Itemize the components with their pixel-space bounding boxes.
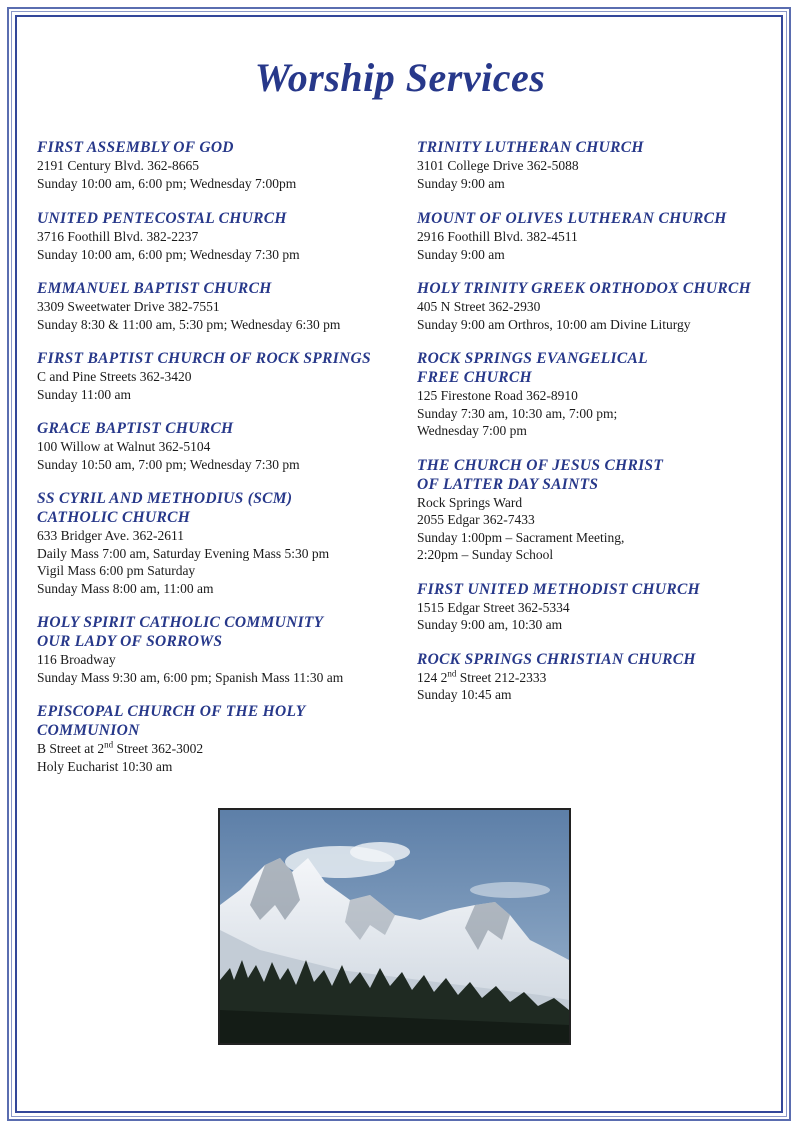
church-address: 2916 Foothill Blvd. 382-4511 bbox=[417, 229, 578, 244]
church-entry bbox=[37, 138, 407, 192]
mountain-photo bbox=[218, 808, 571, 1045]
church-schedule: Sunday 9:00 am bbox=[417, 175, 505, 191]
church-entry bbox=[417, 349, 777, 440]
church-address: 2191 Century Blvd. 362-8665 bbox=[37, 158, 199, 173]
church-ward: Rock Springs Ward bbox=[417, 494, 523, 510]
church-schedule: Holy Eucharist 10:30 am bbox=[37, 758, 173, 774]
church-address: 100 Willow at Walnut 362-5104 bbox=[37, 439, 211, 454]
church-address: 2055 Edgar 362-7433 bbox=[417, 512, 535, 527]
church-schedule: Daily Mass 7:00 am, Saturday Evening Mass 5:30 pm bbox=[37, 545, 330, 561]
church-entry bbox=[417, 209, 777, 263]
church-schedule: Sunday Mass 9:30 am, 6:00 pm; Spanish Mass 11:30 am bbox=[37, 669, 344, 685]
church-name-line: THE CHURCH OF JESUS CHRIST bbox=[417, 456, 664, 474]
church-schedule: 2:20pm – Sunday School bbox=[417, 547, 554, 562]
church-name: UNITED PENTECOSTAL CHURCH bbox=[37, 210, 287, 227]
church-name: FIRST ASSEMBLY OF GOD bbox=[37, 139, 234, 156]
church-schedule: Sunday 9:00 am Orthros, 10:00 am Divine Liturgy bbox=[417, 316, 691, 332]
church-entry bbox=[37, 419, 407, 473]
church-entry bbox=[37, 209, 407, 263]
church-name-line: ROCK SPRINGS EVANGELICAL bbox=[417, 350, 648, 367]
church-name: MOUNT OF OLIVES LUTHERAN CHURCH bbox=[417, 210, 727, 227]
church-name: FIRST BAPTIST CHURCH OF ROCK SPRINGS bbox=[37, 350, 371, 367]
church-schedule: Sunday 10:00 am, 6:00 pm; Wednesday 7:30 pm bbox=[37, 246, 300, 262]
church-entry bbox=[37, 279, 407, 333]
church-schedule: Sunday 9:00 am, 10:30 am bbox=[417, 617, 563, 632]
church-schedule: Sunday Mass 8:00 am, 11:00 am bbox=[37, 580, 214, 596]
church-entry bbox=[37, 613, 407, 686]
church-address: 633 Bridger Ave. 362-2611 bbox=[37, 528, 184, 543]
church-entry bbox=[417, 580, 777, 634]
church-name-line: SS CYRIL AND METHODIUS (SCM) bbox=[37, 490, 293, 507]
church-name: EMMANUEL BAPTIST CHURCH bbox=[37, 280, 272, 297]
church-name-line: FREE CHURCH bbox=[417, 369, 532, 386]
right-column bbox=[417, 138, 777, 704]
church-schedule: Sunday 10:45 am bbox=[417, 687, 512, 702]
church-schedule: Sunday 1:00pm – Sacrament Meeting, bbox=[417, 529, 625, 545]
church-name-line: HOLY SPIRIT CATHOLIC COMMUNITY bbox=[37, 614, 324, 631]
church-entry bbox=[417, 279, 777, 333]
church-name-line: COMMUNION bbox=[37, 722, 140, 739]
church-address: 124 2nd Street 212-2333 bbox=[417, 668, 547, 685]
church-name: ROCK SPRINGS CHRISTIAN CHURCH bbox=[417, 650, 696, 668]
church-schedule: Sunday 10:00 am, 6:00 pm; Wednesday 7:00pm bbox=[37, 175, 297, 191]
church-schedule: Wednesday 7:00 pm bbox=[417, 423, 527, 438]
church-address: B Street at 2nd Street 362-3002 bbox=[37, 739, 204, 756]
church-name: HOLY TRINITY GREEK ORTHODOX CHURCH bbox=[417, 280, 752, 297]
mountain-landscape-icon bbox=[220, 810, 569, 1043]
church-address: 3309 Sweetwater Drive 382-7551 bbox=[37, 299, 220, 314]
church-name: TRINITY LUTHERAN CHURCH bbox=[417, 139, 644, 156]
church-entry bbox=[417, 650, 777, 704]
church-entry bbox=[417, 456, 777, 564]
church-name-line: CATHOLIC CHURCH bbox=[37, 509, 191, 526]
church-schedule: Vigil Mass 6:00 pm Saturday bbox=[37, 563, 196, 578]
church-name-line: EPISCOPAL CHURCH OF THE HOLY bbox=[37, 703, 306, 720]
church-address: 3716 Foothill Blvd. 382-2237 bbox=[37, 229, 199, 244]
page-title: Worship Services bbox=[254, 55, 546, 100]
church-address: 116 Broadway bbox=[37, 652, 116, 667]
church-address: C and Pine Streets 362-3420 bbox=[37, 369, 192, 384]
church-address: 405 N Street 362-2930 bbox=[417, 299, 541, 314]
church-entry bbox=[37, 489, 407, 597]
church-name-line: OF LATTER DAY SAINTS bbox=[417, 475, 599, 493]
church-entry bbox=[417, 138, 777, 192]
church-address: 3101 College Drive 362-5088 bbox=[417, 158, 579, 173]
church-schedule: Sunday 8:30 & 11:00 am, 5:30 pm; Wednesday 6:30 pm bbox=[37, 316, 341, 332]
church-schedule: Sunday 7:30 am, 10:30 am, 7:00 pm; bbox=[417, 405, 618, 421]
church-schedule: Sunday 10:50 am, 7:00 pm; Wednesday 7:30 pm bbox=[37, 456, 300, 472]
church-entry bbox=[37, 349, 407, 403]
church-name: FIRST UNITED METHODIST CHURCH bbox=[417, 580, 701, 598]
church-address: 1515 Edgar Street 362-5334 bbox=[417, 599, 570, 615]
church-schedule: Sunday 9:00 am bbox=[417, 246, 505, 262]
left-column bbox=[37, 138, 407, 775]
church-address: 125 Firestone Road 362-8910 bbox=[417, 388, 578, 403]
church-name: GRACE BAPTIST CHURCH bbox=[37, 420, 234, 437]
church-name-line: OUR LADY OF SORROWS bbox=[37, 633, 223, 650]
church-schedule: Sunday 11:00 am bbox=[37, 386, 131, 402]
church-entry bbox=[37, 702, 407, 775]
